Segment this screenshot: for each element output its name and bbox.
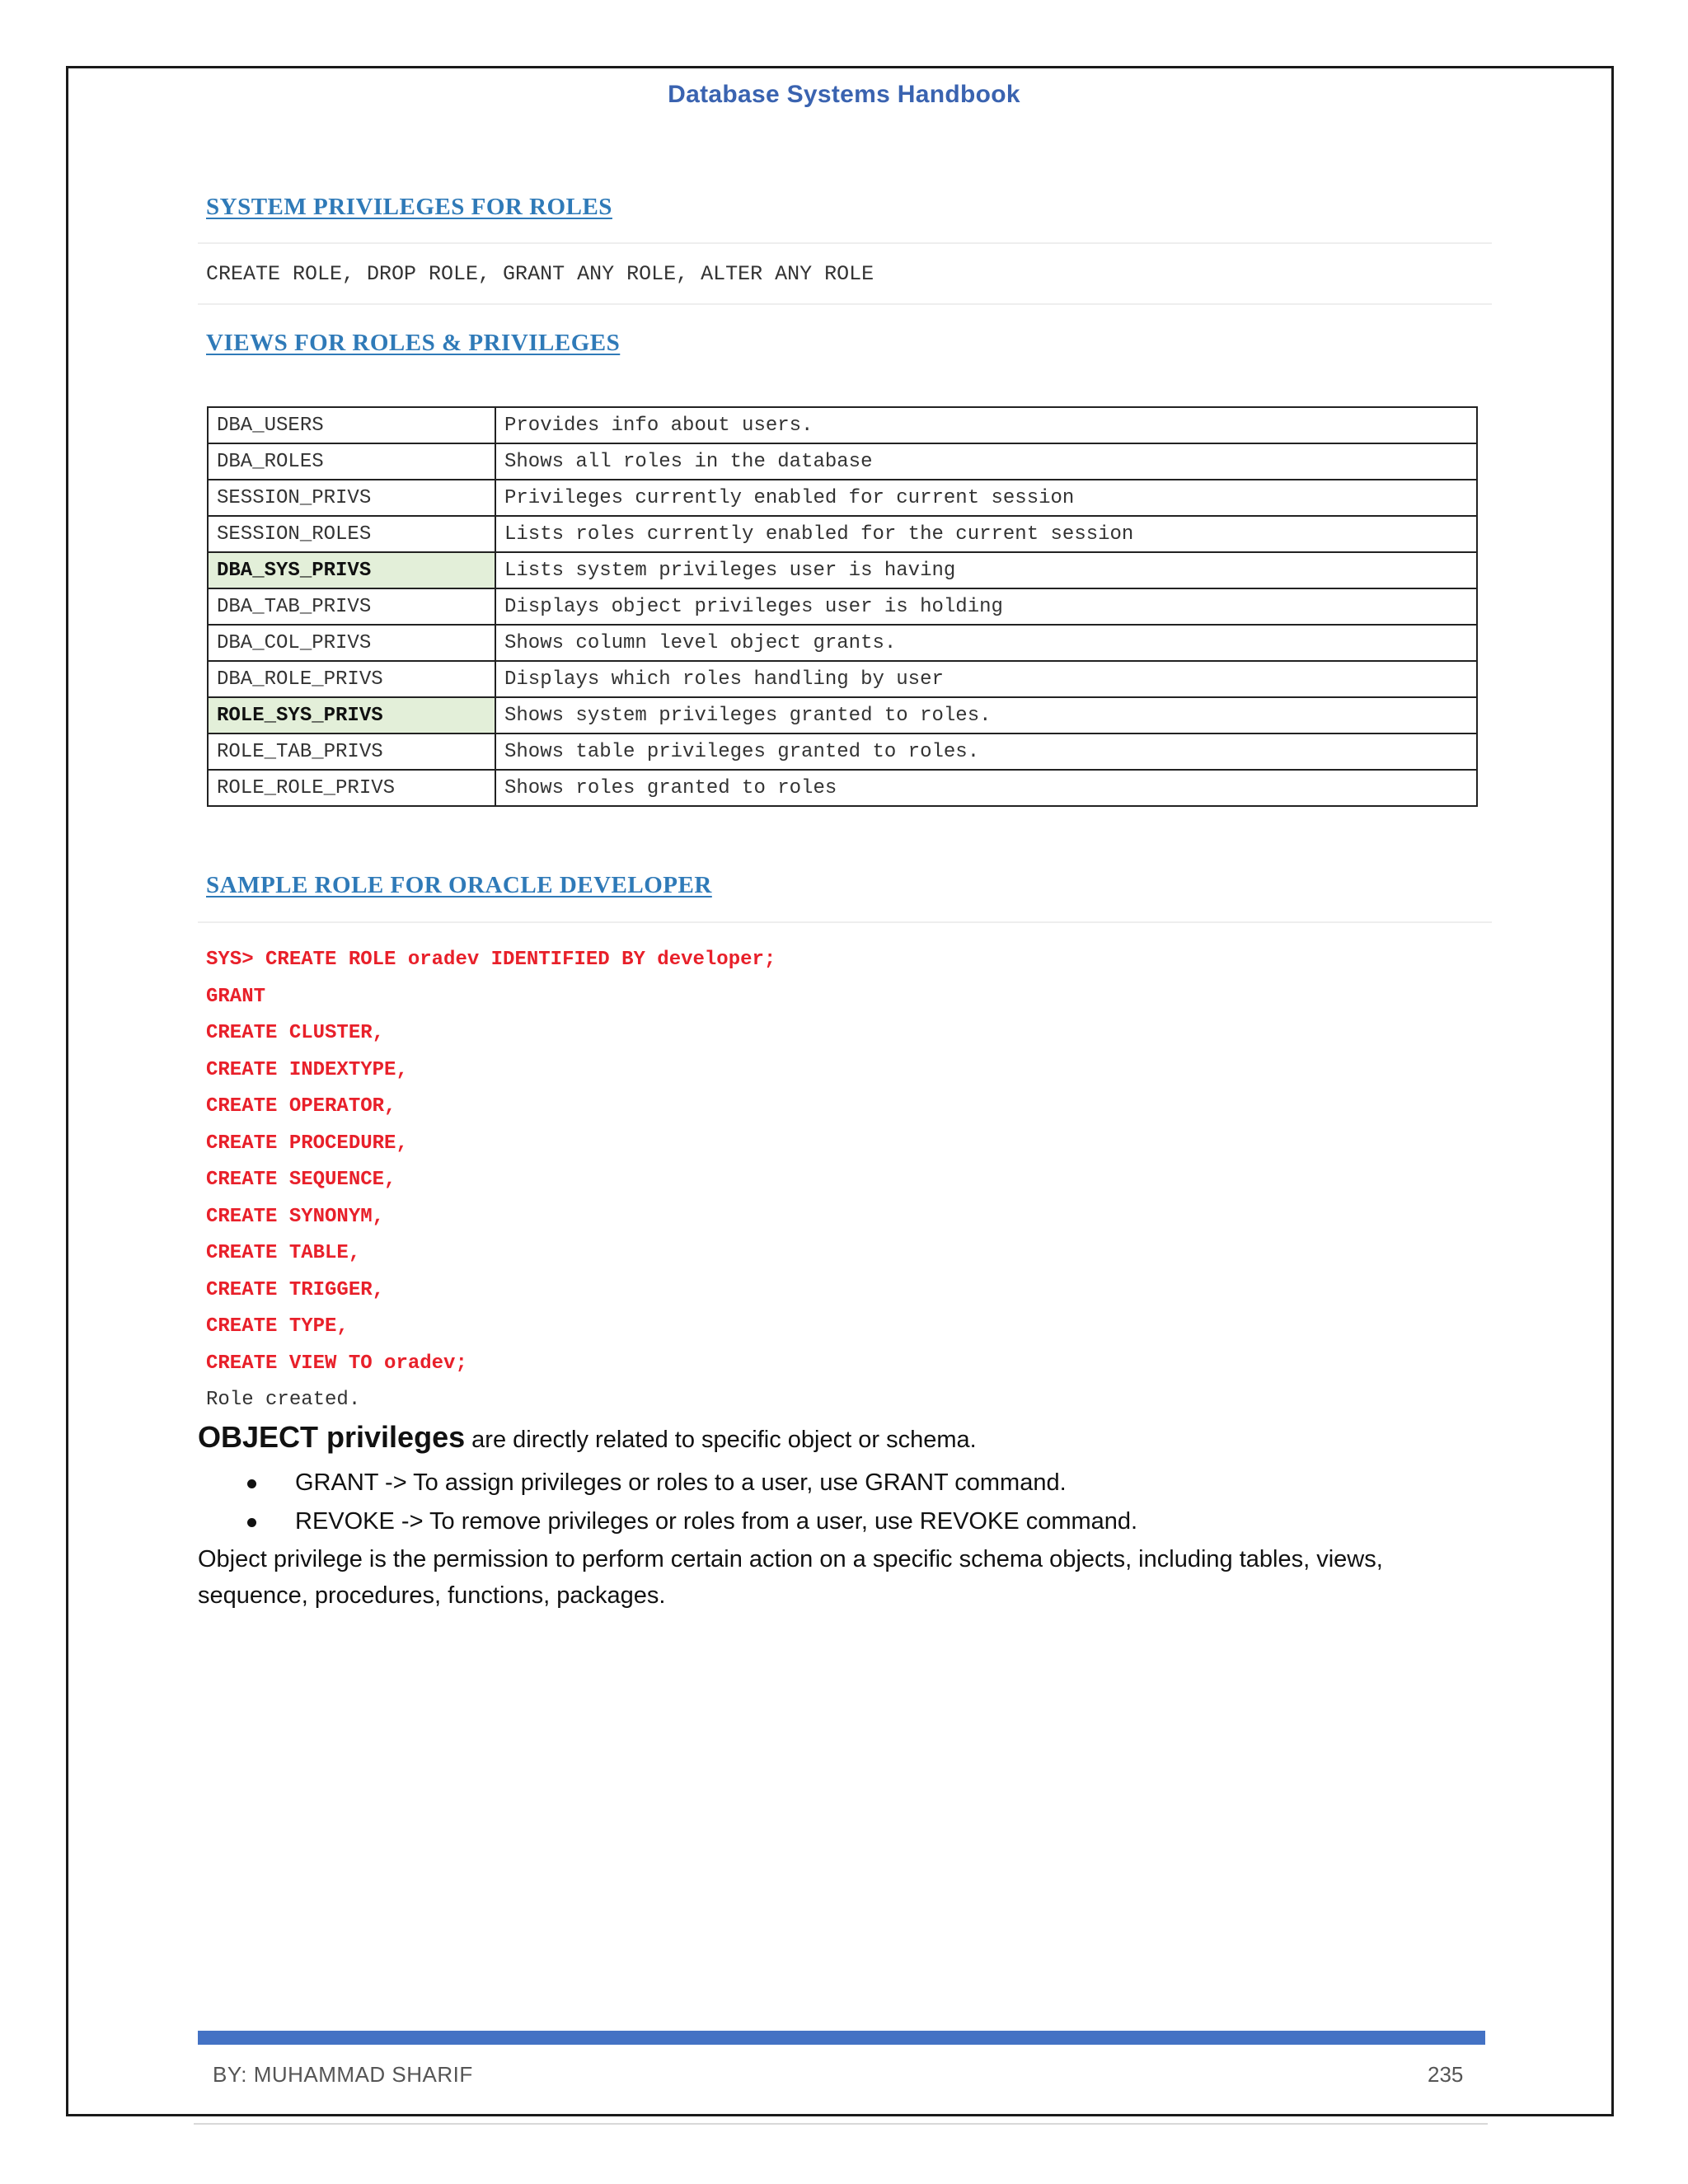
views-table <box>207 406 1478 807</box>
view-name-cell: DBA_SYS_PRIVS <box>208 552 495 588</box>
code-line: CREATE SYNONYM, <box>206 1205 385 1228</box>
view-name-cell: SESSION_ROLES <box>208 516 495 552</box>
code-line: CREATE VIEW TO oradev; <box>206 1352 467 1375</box>
table-row <box>208 625 1477 661</box>
divider <box>198 303 1492 305</box>
view-name-cell: DBA_USERS <box>208 407 495 443</box>
view-description-cell: Shows roles granted to roles <box>495 770 1477 806</box>
view-description-cell: Shows all roles in the database <box>495 443 1477 480</box>
view-description-cell: Displays which roles handling by user <box>495 661 1477 697</box>
object-privileges-term: OBJECT privileges <box>198 1420 466 1454</box>
table-row <box>208 770 1477 806</box>
view-name-cell: SESSION_PRIVS <box>208 480 495 516</box>
code-line: CREATE OPERATOR, <box>206 1095 396 1118</box>
views-heading: VIEWS FOR ROLES & PRIVILEGES <box>206 330 621 356</box>
view-name-cell: DBA_TAB_PRIVS <box>208 588 495 625</box>
system-privileges-list: CREATE ROLE, DROP ROLE, GRANT ANY ROLE, ALTER ANY ROLE <box>206 262 874 286</box>
code-line: CREATE TYPE, <box>206 1315 349 1338</box>
view-name-cell: DBA_ROLES <box>208 443 495 480</box>
table-row <box>208 733 1477 770</box>
list-item: GRANT -> To assign privileges or roles to a user, use GRANT command. <box>198 1469 1137 1508</box>
divider <box>194 2123 1488 2125</box>
view-description-cell: Displays object privileges user is holding <box>495 588 1477 625</box>
system-privileges-heading: SYSTEM PRIVILEGES FOR ROLES <box>206 194 612 220</box>
table-row <box>208 480 1477 516</box>
view-name-cell: ROLE_ROLE_PRIVS <box>208 770 495 806</box>
footer-author: BY: MUHAMMAD SHARIF <box>213 2062 473 2087</box>
table-row <box>208 516 1477 552</box>
object-privileges-intro-text: are directly related to specific object or schema. <box>465 1427 977 1453</box>
footer-bar <box>198 2031 1485 2045</box>
divider <box>198 921 1492 923</box>
view-description-cell: Shows column level object grants. <box>495 625 1477 661</box>
table-row <box>208 407 1477 443</box>
bullet-icon <box>247 1479 256 1488</box>
view-name-cell: ROLE_SYS_PRIVS <box>208 697 495 733</box>
code-line: CREATE TABLE, <box>206 1242 361 1264</box>
object-privileges-intro <box>198 1420 977 1455</box>
view-name-cell: ROLE_TAB_PRIVS <box>208 733 495 770</box>
view-name-cell: DBA_ROLE_PRIVS <box>208 661 495 697</box>
code-line: CREATE SEQUENCE, <box>206 1169 396 1191</box>
code-line: SYS> CREATE ROLE oradev IDENTIFIED BY developer; <box>206 949 776 971</box>
sample-role-heading: SAMPLE ROLE FOR ORACLE DEVELOPER <box>206 872 712 898</box>
page-header-title: Database Systems Handbook <box>668 81 1020 108</box>
object-privilege-definition-line1: Object privilege is the permission to perform certain action on a specific schema objects, including tables, views, <box>198 1546 1383 1572</box>
view-description-cell: Lists system privileges user is having <box>495 552 1477 588</box>
table-row <box>208 697 1477 733</box>
code-result: Role created. <box>206 1389 361 1411</box>
view-name-cell: DBA_COL_PRIVS <box>208 625 495 661</box>
view-description-cell: Provides info about users. <box>495 407 1477 443</box>
table-row <box>208 661 1477 697</box>
code-line: CREATE PROCEDURE, <box>206 1132 408 1155</box>
list-item: REVOKE -> To remove privileges or roles from a user, use REVOKE command. <box>198 1508 1137 1547</box>
view-description-cell: Shows system privileges granted to roles. <box>495 697 1477 733</box>
table-row <box>208 443 1477 480</box>
view-description-cell: Shows table privileges granted to roles. <box>495 733 1477 770</box>
view-description-cell: Privileges currently enabled for current session <box>495 480 1477 516</box>
table-row <box>208 552 1477 588</box>
bullet-icon <box>247 1518 256 1527</box>
object-privileges-bullets <box>198 1469 1137 1547</box>
code-line: CREATE TRIGGER, <box>206 1278 385 1301</box>
object-privilege-definition-line2: sequence, procedures, functions, packages. <box>198 1582 666 1609</box>
divider <box>198 242 1492 244</box>
code-line: CREATE CLUSTER, <box>206 1022 385 1044</box>
view-description-cell: Lists roles currently enabled for the current session <box>495 516 1477 552</box>
table-row <box>208 588 1477 625</box>
code-line: CREATE INDEXTYPE, <box>206 1058 408 1081</box>
code-line: GRANT <box>206 985 266 1008</box>
sample-role-code <box>206 948 776 1413</box>
page-number: 235 <box>1428 2062 1464 2087</box>
